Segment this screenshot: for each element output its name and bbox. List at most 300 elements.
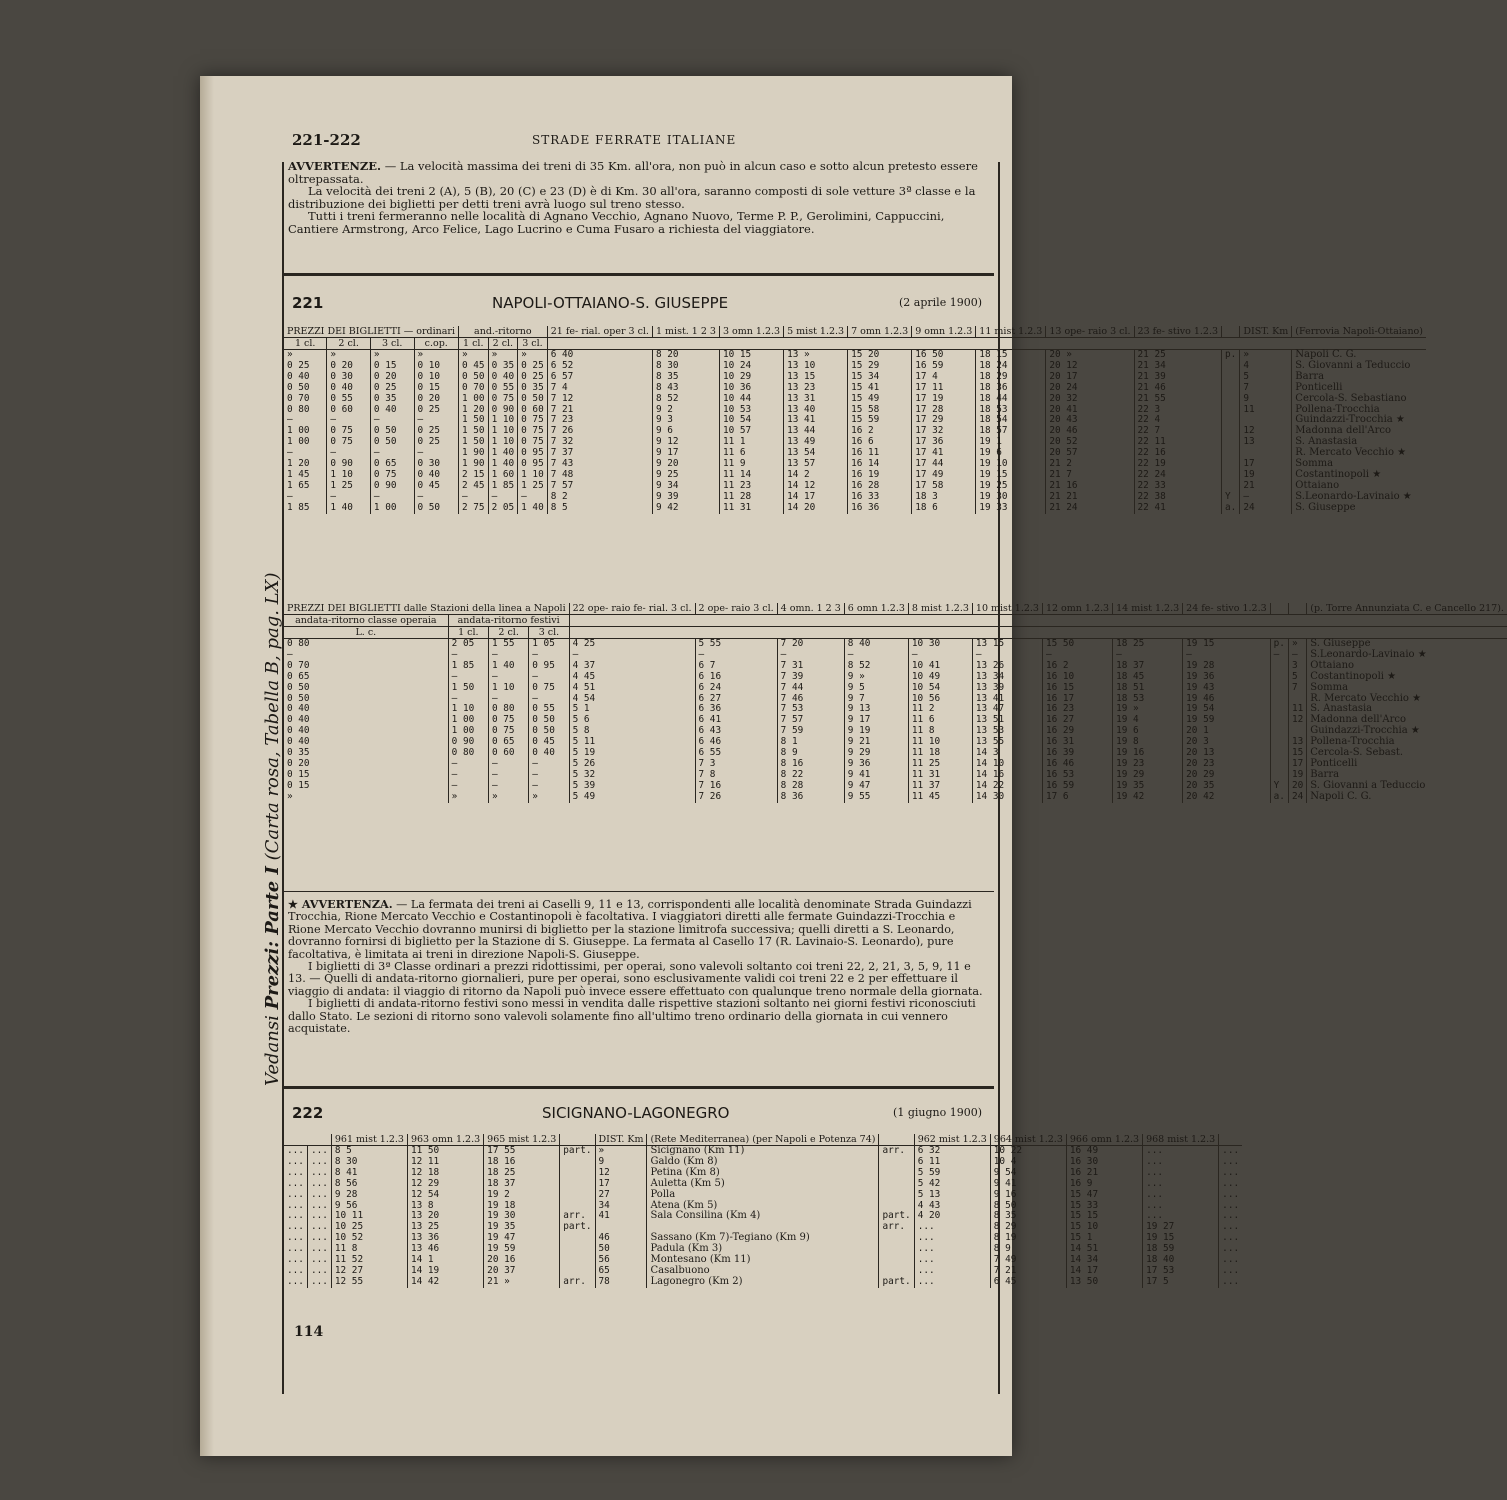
table-cell: 20 43 bbox=[1046, 415, 1134, 426]
table-cell: 16 15 bbox=[1042, 683, 1112, 694]
table-cell: 9 29 bbox=[844, 748, 908, 759]
table-cell: 0 40 bbox=[287, 703, 310, 715]
table-cell: 5 59 bbox=[914, 1168, 990, 1179]
table-cell: 7 21 bbox=[547, 405, 652, 416]
table-cell: 9 34 bbox=[652, 481, 719, 492]
table-cell: 8 36 bbox=[777, 792, 844, 803]
table-cell: — bbox=[518, 492, 548, 503]
table-cell: 0 80 bbox=[287, 403, 310, 415]
station-name: Cercola-S. Sebastiano bbox=[1292, 394, 1426, 405]
table-cell: 0 25 bbox=[287, 359, 310, 371]
table-cell: 9 6 bbox=[652, 426, 719, 437]
table-cell: 11 bbox=[1288, 704, 1306, 715]
table-cell: 13 47 bbox=[972, 704, 1042, 715]
table-cell: 0 50 bbox=[458, 372, 488, 383]
table-cell: 0 55 bbox=[529, 704, 569, 715]
table-cell bbox=[560, 1168, 595, 1179]
table-cell: — bbox=[488, 650, 528, 661]
table-cell: 11 9 bbox=[719, 459, 783, 470]
table-cell: 0 20 bbox=[414, 394, 458, 405]
table-cell: 46 bbox=[595, 1233, 647, 1244]
table-cell: ... bbox=[914, 1222, 990, 1233]
table-cell: 4 25 bbox=[569, 639, 695, 650]
table-cell: 6 55 bbox=[695, 748, 777, 759]
table-cell: 0 65 bbox=[287, 670, 310, 682]
table-cell bbox=[879, 1190, 914, 1201]
table-cell: — bbox=[370, 415, 414, 426]
station-name: Auletta (Km 5) bbox=[647, 1179, 879, 1190]
station-name: Lagonegro (Km 2) bbox=[647, 1277, 879, 1288]
table-cell: — bbox=[488, 492, 518, 503]
table-cell: 21 34 bbox=[1134, 361, 1222, 372]
table-cell: ... bbox=[1219, 1222, 1242, 1233]
table-cell: » bbox=[488, 792, 528, 803]
table-cell: ... bbox=[1219, 1190, 1242, 1201]
station-name: Somma bbox=[1292, 459, 1426, 470]
table-cell: 2 05 bbox=[448, 639, 488, 650]
table-cell: ... bbox=[307, 1157, 331, 1168]
table-cell: 0 50 bbox=[414, 503, 458, 514]
table-cell: 20 32 bbox=[1046, 394, 1134, 405]
table-cell: 15 59 bbox=[848, 415, 912, 426]
table-cell: 1 10 bbox=[448, 704, 488, 715]
table-cell: 19 » bbox=[1113, 704, 1183, 715]
table-cell: 11 31 bbox=[908, 770, 972, 781]
train-column-header: 962 mist 1.2.3 bbox=[914, 1134, 990, 1146]
table-cell: — bbox=[448, 672, 488, 683]
table-cell: 13 55 bbox=[972, 737, 1042, 748]
table-cell: 6 57 bbox=[547, 372, 652, 383]
table-cell: 13 8 bbox=[407, 1201, 483, 1212]
table-cell: 21 24 bbox=[1046, 503, 1134, 514]
table-cell: 22 16 bbox=[1134, 448, 1222, 459]
table-cell: 0 75 bbox=[518, 415, 548, 426]
class-header: 3 cl. bbox=[370, 338, 414, 350]
table-cell: 1 10 bbox=[488, 415, 518, 426]
table-cell bbox=[879, 1168, 914, 1179]
table-cell: 0 40 bbox=[414, 470, 458, 481]
table-cell: 21 39 bbox=[1134, 372, 1222, 383]
table-cell: 18 15 bbox=[976, 350, 1046, 361]
table-cell bbox=[560, 1255, 595, 1266]
section-date: (1 giugno 1900) bbox=[893, 1106, 982, 1119]
table-cell: ... bbox=[1219, 1157, 1242, 1168]
class-header: 2 cl. bbox=[488, 627, 528, 639]
table-cell: 9 28 bbox=[331, 1190, 407, 1201]
table-cell: ... bbox=[1143, 1179, 1219, 1190]
table-cell: 0 45 bbox=[529, 737, 569, 748]
table-cell: ... bbox=[287, 1188, 304, 1200]
table-cell: ... bbox=[914, 1233, 990, 1244]
table-cell: 9 47 bbox=[844, 781, 908, 792]
table-cell: 7 57 bbox=[777, 715, 844, 726]
table-cell: ... bbox=[307, 1201, 331, 1212]
table-cell: 14 12 bbox=[784, 481, 848, 492]
table-cell: 2 75 bbox=[458, 503, 488, 514]
train-column-header: 6 omn 1.2.3 bbox=[844, 603, 908, 615]
table-cell: 16 49 bbox=[1066, 1146, 1142, 1157]
table-cell: 19 15 bbox=[1143, 1233, 1219, 1244]
table-cell: ... bbox=[287, 1177, 304, 1189]
table-cell: ... bbox=[287, 1145, 304, 1156]
table-cell: 18 54 bbox=[976, 415, 1046, 426]
train-column-header: 23 fe- stivo 1.2.3 bbox=[1134, 326, 1222, 338]
table-cell: 14 17 bbox=[1066, 1266, 1142, 1277]
table-cell: » bbox=[595, 1146, 647, 1157]
table-cell: 1 10 bbox=[488, 437, 518, 448]
table-cell: 1 90 bbox=[458, 459, 488, 470]
table-cell: 1 55 bbox=[488, 639, 528, 650]
table-cell: 19 47 bbox=[484, 1233, 560, 1244]
table-cell: 0 80 bbox=[448, 748, 488, 759]
table-cell: 7 46 bbox=[777, 694, 844, 705]
table-cell: 19 25 bbox=[976, 481, 1046, 492]
table-cell: ... bbox=[1143, 1211, 1219, 1222]
station-name: Napoli C. G. bbox=[1292, 350, 1426, 361]
table-cell: 17 5 bbox=[1143, 1277, 1219, 1288]
table-cell: ... bbox=[1143, 1157, 1219, 1168]
page-header bbox=[292, 131, 972, 149]
train-column-header: 1 mist. 1 2 3 bbox=[652, 326, 719, 338]
table-cell: 11 28 bbox=[719, 492, 783, 503]
table-cell: 7 21 bbox=[990, 1266, 1066, 1277]
table-cell: 10 22 bbox=[990, 1146, 1066, 1157]
table-cell: 17 44 bbox=[912, 459, 976, 470]
table-cell: 10 57 bbox=[719, 426, 783, 437]
table-cell: ... bbox=[307, 1190, 331, 1201]
table-cell: — bbox=[777, 650, 844, 661]
table-cell: 1 45 bbox=[287, 468, 310, 480]
section-title: NAPOLI-OTTAIANO-S. GIUSEPPE bbox=[492, 294, 729, 312]
table-cell: 18 36 bbox=[976, 383, 1046, 394]
class-header: 2 cl. bbox=[488, 338, 518, 350]
table-cell: 13 53 bbox=[972, 726, 1042, 737]
table-cell: 8 30 bbox=[652, 361, 719, 372]
table-cell: 0 40 bbox=[488, 372, 518, 383]
table-cell: — bbox=[529, 770, 569, 781]
table-cell: 1 10 bbox=[488, 683, 528, 694]
table-cell: 13 50 bbox=[1066, 1277, 1142, 1288]
table-cell: — bbox=[529, 694, 569, 705]
train-column-header: 8 mist 1.2.3 bbox=[908, 603, 972, 615]
table-cell: ... bbox=[307, 1255, 331, 1266]
table-cell: 7 59 bbox=[777, 726, 844, 737]
table-cell: 8 30 bbox=[331, 1157, 407, 1168]
table-cell: ... bbox=[1219, 1168, 1242, 1179]
table-cell: ... bbox=[307, 1244, 331, 1255]
table-cell: 15 34 bbox=[848, 372, 912, 383]
table-row bbox=[284, 672, 1507, 683]
table-cell: ... bbox=[287, 1275, 304, 1287]
table-cell: 16 39 bbox=[1042, 748, 1112, 759]
header-row bbox=[284, 603, 1507, 615]
table-cell: 22 19 bbox=[1134, 459, 1222, 470]
table-cell: 7 53 bbox=[777, 704, 844, 715]
station-name: Pollena-Trocchia bbox=[1307, 737, 1507, 748]
table-cell: 0 10 bbox=[414, 361, 458, 372]
table-cell: 13 49 bbox=[784, 437, 848, 448]
table-cell: 0 40 bbox=[529, 748, 569, 759]
table-cell: 0 25 bbox=[370, 383, 414, 394]
table-cell: ... bbox=[287, 1232, 304, 1244]
table-cell: 8 43 bbox=[652, 383, 719, 394]
connection-note: (p. Torre Annunziata C. e Cancello 217). bbox=[1307, 603, 1507, 615]
table-cell: 1 85 bbox=[448, 661, 488, 672]
table-cell: 0 15 bbox=[370, 361, 414, 372]
table-cell: ... bbox=[1219, 1277, 1242, 1288]
table-cell: 1 40 bbox=[488, 448, 518, 459]
station-name: Padula (Km 3) bbox=[647, 1244, 879, 1255]
table-cell: 18 53 bbox=[976, 405, 1046, 416]
table-cell: 20 13 bbox=[1183, 748, 1271, 759]
table-cell: 19 29 bbox=[1113, 770, 1183, 781]
table-cell bbox=[1222, 361, 1240, 372]
table-cell: 11 25 bbox=[908, 759, 972, 770]
table-cell: Y bbox=[1222, 492, 1240, 503]
table-cell: 14 34 bbox=[1066, 1255, 1142, 1266]
table-cell: 1 25 bbox=[518, 481, 548, 492]
table-cell: 18 45 bbox=[1113, 672, 1183, 683]
table-cell: 19 8 bbox=[1113, 737, 1183, 748]
table-cell bbox=[1222, 405, 1240, 416]
header-row bbox=[284, 615, 1507, 627]
table-cell: 9 3 bbox=[652, 415, 719, 426]
table-cell: 8 9 bbox=[990, 1244, 1066, 1255]
table-cell: 0 70 bbox=[458, 383, 488, 394]
table-cell: 4 bbox=[1240, 361, 1292, 372]
table-cell: 3 bbox=[1288, 661, 1306, 672]
table-cell: 8 52 bbox=[652, 394, 719, 405]
table-cell: 22 7 bbox=[1134, 426, 1222, 437]
table-cell: 10 49 bbox=[908, 672, 972, 683]
table-cell: — bbox=[370, 448, 414, 459]
table-cell: 0 20 bbox=[287, 757, 310, 769]
table-cell: 4 20 bbox=[914, 1211, 990, 1222]
table-cell: 0 70 bbox=[287, 392, 310, 404]
table-row bbox=[284, 792, 1507, 803]
table-cell: 13 bbox=[1288, 737, 1306, 748]
table-cell bbox=[1270, 661, 1288, 672]
table-cell: 1 50 bbox=[458, 426, 488, 437]
station-name: Ponticelli bbox=[1292, 383, 1426, 394]
table-cell: 16 27 bbox=[1042, 715, 1112, 726]
table-cell: 5 8 bbox=[569, 726, 695, 737]
table-row bbox=[284, 1179, 1242, 1190]
table-cell: part. bbox=[560, 1222, 595, 1233]
table-cell bbox=[560, 1179, 595, 1190]
table-cell: 2 05 bbox=[488, 503, 518, 514]
station-name: Sicignano (Km 11) bbox=[647, 1146, 879, 1157]
table-cell: 8 41 bbox=[331, 1168, 407, 1179]
train-column-header: 964 mist 1.2.3 bbox=[990, 1134, 1066, 1146]
section-title: SICIGNANO-LAGONEGRO bbox=[542, 1104, 730, 1122]
andata-ritorno-header: and.-ritorno bbox=[458, 326, 547, 338]
table-cell: 0 75 bbox=[518, 437, 548, 448]
table-cell: 16 23 bbox=[1042, 704, 1112, 715]
table-cell: — bbox=[972, 650, 1042, 661]
table-cell: 7 39 bbox=[777, 672, 844, 683]
table-cell: ... bbox=[287, 1210, 304, 1222]
table-cell bbox=[879, 1255, 914, 1266]
table-cell: 17 19 bbox=[912, 394, 976, 405]
table-cell: 50 bbox=[595, 1244, 647, 1255]
table-cell: 0 35 bbox=[370, 394, 414, 405]
table-cell: 21 » bbox=[484, 1277, 560, 1288]
table-cell: 13 » bbox=[784, 350, 848, 361]
class-header: 1 cl. bbox=[284, 338, 327, 350]
table-cell: 5 32 bbox=[569, 770, 695, 781]
page-number: 114 bbox=[294, 1324, 324, 1340]
table-cell: ... bbox=[287, 1166, 304, 1178]
table-cell: 16 14 bbox=[848, 459, 912, 470]
table-cell: 13 31 bbox=[784, 394, 848, 405]
table-cell: 18 40 bbox=[1143, 1255, 1219, 1266]
table-cell: — bbox=[1288, 650, 1306, 661]
table-cell: — bbox=[414, 415, 458, 426]
table-cell: 20 17 bbox=[1046, 372, 1134, 383]
table-cell: 0 95 bbox=[529, 661, 569, 672]
table-cell: 5 42 bbox=[914, 1179, 990, 1190]
class-header: 3 cl. bbox=[518, 338, 548, 350]
table-cell: 5 11 bbox=[569, 737, 695, 748]
journal-title: STRADE FERRATE ITALIANE bbox=[532, 133, 737, 147]
table-cell: ... bbox=[287, 1243, 304, 1255]
table-cell bbox=[1270, 672, 1288, 683]
table-cell: 9 36 bbox=[844, 759, 908, 770]
table-cell: 9 5 bbox=[844, 683, 908, 694]
table-cell: 16 30 bbox=[1066, 1157, 1142, 1168]
table-cell: 5 49 bbox=[569, 792, 695, 803]
table-cell: 16 29 bbox=[1042, 726, 1112, 737]
table-cell: 8 1 bbox=[777, 737, 844, 748]
station-name: Madonna dell'Arco bbox=[1307, 715, 1507, 726]
table-cell: 0 75 bbox=[529, 683, 569, 694]
table-cell: 13 41 bbox=[784, 415, 848, 426]
table-cell: 1 00 bbox=[287, 425, 310, 437]
table-cell bbox=[879, 1233, 914, 1244]
table-cell: 16 59 bbox=[1042, 781, 1112, 792]
table-cell: 8 35 bbox=[990, 1211, 1066, 1222]
table-cell: ... bbox=[1219, 1201, 1242, 1212]
table-cell: 16 9 bbox=[1066, 1179, 1142, 1190]
table-cell: 13 40 bbox=[784, 405, 848, 416]
station-name: S. Giovanni a Teduccio bbox=[1292, 361, 1426, 372]
timetable-222 bbox=[284, 1134, 1242, 1288]
table-cell: 19 27 bbox=[1143, 1222, 1219, 1233]
table-cell: 0 90 bbox=[327, 459, 371, 470]
table-cell: 41 bbox=[595, 1211, 647, 1222]
table-cell: arr. bbox=[560, 1277, 595, 1288]
table-cell: — bbox=[448, 770, 488, 781]
table-cell: 13 41 bbox=[972, 694, 1042, 705]
table-cell: 17 bbox=[595, 1179, 647, 1190]
page-edge bbox=[200, 76, 214, 1456]
table-cell: 6 11 bbox=[914, 1157, 990, 1168]
table-cell: 12 55 bbox=[331, 1277, 407, 1288]
table-row bbox=[284, 394, 1426, 405]
timetable-221-outbound bbox=[284, 326, 1426, 514]
table-cell: 20 16 bbox=[484, 1255, 560, 1266]
table-cell: 18 37 bbox=[484, 1179, 560, 1190]
table-cell: 6 46 bbox=[695, 737, 777, 748]
table-cell: 11 52 bbox=[331, 1255, 407, 1266]
avvertenze-p1: — La velocità massima dei treni di 35 Km. all'ora, non può in alcun caso e sotto alcun pretesto essere oltrepassata. bbox=[288, 159, 978, 186]
table-cell: — bbox=[529, 650, 569, 661]
table-cell: ... bbox=[914, 1277, 990, 1288]
table-cell bbox=[1222, 383, 1240, 394]
table-cell: 13 15 bbox=[784, 372, 848, 383]
direction-header bbox=[560, 1134, 595, 1146]
table-cell: » bbox=[414, 350, 458, 361]
header-spacer bbox=[284, 1134, 331, 1146]
table-cell: 19 6 bbox=[1113, 726, 1183, 737]
table-cell: 12 29 bbox=[407, 1179, 483, 1190]
table-cell: ... bbox=[914, 1266, 990, 1277]
table-cell: 0 90 bbox=[370, 481, 414, 492]
table-cell: 16 36 bbox=[848, 503, 912, 514]
table-cell bbox=[1270, 683, 1288, 694]
table-cell: 7 bbox=[1288, 683, 1306, 694]
station-name: Petina (Km 8) bbox=[647, 1168, 879, 1179]
table-cell: 19 15 bbox=[976, 470, 1046, 481]
table-cell: 11 23 bbox=[719, 481, 783, 492]
table-cell: 16 53 bbox=[1042, 770, 1112, 781]
table-cell: 0 35 bbox=[488, 361, 518, 372]
table-cell: 4 54 bbox=[569, 694, 695, 705]
table-cell: 19 2 bbox=[484, 1190, 560, 1201]
table-cell: 12 bbox=[1288, 715, 1306, 726]
table-cell: 8 29 bbox=[990, 1222, 1066, 1233]
table-cell: 21 46 bbox=[1134, 383, 1222, 394]
table-cell: 9 17 bbox=[652, 448, 719, 459]
table-cell: 1 50 bbox=[448, 683, 488, 694]
table-cell bbox=[1222, 426, 1240, 437]
table-cell: 11 37 bbox=[908, 781, 972, 792]
table-cell: 12 54 bbox=[407, 1190, 483, 1201]
station-name: Madonna dell'Arco bbox=[1292, 426, 1426, 437]
table-cell: 13 54 bbox=[784, 448, 848, 459]
table-cell: 19 59 bbox=[1183, 715, 1271, 726]
table-cell: — bbox=[287, 414, 293, 426]
table-cell: 1 10 bbox=[488, 426, 518, 437]
table-cell: 15 29 bbox=[848, 361, 912, 372]
table-cell: 6 16 bbox=[695, 672, 777, 683]
table-cell: 19 15 bbox=[1183, 639, 1271, 650]
table-cell: 17 53 bbox=[1143, 1266, 1219, 1277]
table-cell: 16 46 bbox=[1042, 759, 1112, 770]
table-cell: 9 56 bbox=[331, 1201, 407, 1212]
table-cell: 20 bbox=[1288, 781, 1306, 792]
table-cell: 20 35 bbox=[1183, 781, 1271, 792]
table-cell: 15 bbox=[1288, 748, 1306, 759]
table-cell: 24 bbox=[1288, 792, 1306, 803]
train-column-header: 7 omn 1.2.3 bbox=[848, 326, 912, 338]
station-name: Costantinopoli ★ bbox=[1292, 470, 1426, 481]
distance-header: DIST. Km bbox=[1240, 326, 1292, 338]
table-cell: 13 36 bbox=[407, 1233, 483, 1244]
table-cell: 16 2 bbox=[1042, 661, 1112, 672]
table-cell: 7 31 bbox=[777, 661, 844, 672]
table-cell: 20 1 bbox=[1183, 726, 1271, 737]
table-cell: ... bbox=[307, 1222, 331, 1233]
table-cell: 16 21 bbox=[1066, 1168, 1142, 1179]
table-cell: 22 33 bbox=[1134, 481, 1222, 492]
table-cell: 27 bbox=[595, 1190, 647, 1201]
station-name: Montesano (Km 11) bbox=[647, 1255, 879, 1266]
table-cell: 18 25 bbox=[484, 1168, 560, 1179]
class-header: 1 cl. bbox=[448, 627, 488, 639]
section-date: (2 aprile 1900) bbox=[899, 296, 982, 309]
